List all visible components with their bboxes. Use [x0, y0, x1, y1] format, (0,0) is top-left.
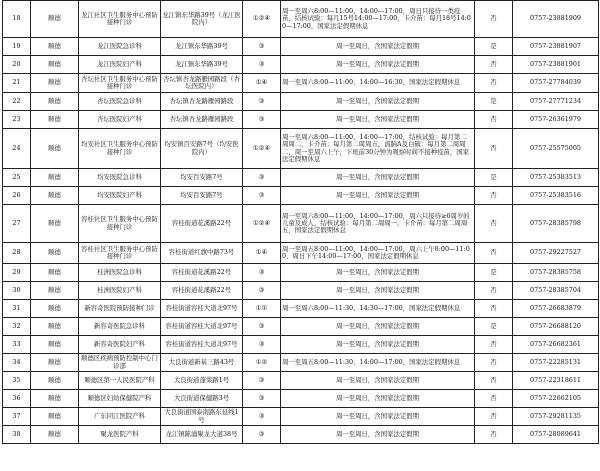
district-cell: 顺德: [31, 169, 79, 187]
phone-cell: 0757-22285131: [513, 354, 599, 372]
address-cell: 容桂街道花溪路22号: [161, 264, 243, 282]
district-cell: 顺德: [31, 56, 79, 74]
row-number: 38: [3, 426, 31, 444]
address-cell: 容桂街道红旗中路73号: [161, 243, 243, 264]
row-number: 18: [3, 1, 31, 38]
service-code-cell: ①②: [243, 354, 281, 372]
flag-cell: 否: [475, 129, 513, 169]
address-cell: 均安镇百安路7号（均安医院内）: [161, 129, 243, 169]
row-number: 35: [3, 372, 31, 390]
service-code-cell: ③: [243, 390, 281, 408]
flag-cell: 否: [475, 390, 513, 408]
schedule-cell: 周一至周日，含国家法定假期: [281, 390, 475, 408]
district-cell: 顺德: [31, 129, 79, 169]
address-cell: 容桂街道容桂大道北97号: [161, 300, 243, 318]
district-cell: 顺德: [31, 93, 79, 111]
address-cell: 容桂街道花溪路22号: [161, 205, 243, 243]
phone-cell: 0757-26361979: [513, 111, 599, 129]
row-number: 24: [3, 129, 31, 169]
service-code-cell: ③: [243, 426, 281, 444]
row-number: 26: [3, 187, 31, 205]
row-number: 31: [3, 300, 31, 318]
schedule-cell: 周一至周日，含国家法定假期: [281, 282, 475, 300]
row-number: 25: [3, 169, 31, 187]
phone-cell: 0757-28385758: [513, 264, 599, 282]
service-code-cell: ①④: [243, 74, 281, 93]
row-number: 29: [3, 264, 31, 282]
service-code-cell: ①②④: [243, 205, 281, 243]
schedule-cell: 周一至周日，含国家法定假期: [281, 426, 475, 444]
address-cell: 杏坛镇杏龙路雁园路段: [161, 111, 243, 129]
phone-cell: 0757-25383516: [513, 187, 599, 205]
service-code-cell: ③: [243, 336, 281, 354]
service-code-cell: ③: [243, 38, 281, 56]
clinic-name-cell: 容桂社区卫生服务中心预防接种门诊: [79, 205, 161, 243]
service-code-cell: ③: [243, 56, 281, 74]
table-row: [3, 408, 599, 426]
district-cell: 顺德: [31, 354, 79, 372]
clinic-name-cell: 广东同江医院产科: [79, 408, 161, 426]
phone-cell: 0757-28089641: [513, 426, 599, 444]
flag-cell: 否: [475, 282, 513, 300]
row-number: 37: [3, 408, 31, 426]
schedule-cell: 周一至周日，含国家法定假期: [281, 408, 475, 426]
table-row: [3, 318, 599, 336]
table-row: [3, 354, 599, 372]
address-cell: 均安百安路7号: [161, 187, 243, 205]
district-cell: 顺德: [31, 372, 79, 390]
district-cell: 顺德: [31, 282, 79, 300]
district-cell: 顺德: [31, 408, 79, 426]
phone-cell: 0757-28385704: [513, 282, 599, 300]
clinic-name-cell: 顺德区疾病预防控制中心门诊部: [79, 354, 161, 372]
service-code-cell: ③: [243, 111, 281, 129]
district-cell: 顺德: [31, 264, 79, 282]
service-code-cell: ①①: [243, 300, 281, 318]
service-code-cell: ③: [243, 264, 281, 282]
flag-cell: 否: [475, 336, 513, 354]
table-row: [3, 390, 599, 408]
table-row: [3, 282, 599, 300]
district-cell: 顺德: [31, 111, 79, 129]
clinic-name-cell: 均安社区卫生服务中心预防接种门诊: [79, 129, 161, 169]
phone-cell: 0757-28385798: [513, 205, 599, 243]
schedule-cell: 周一至周五8:00—11:30、14:00—17:00，国家法定假期休息: [281, 354, 475, 372]
flag-cell: 否: [475, 74, 513, 93]
flag-cell: 否: [475, 205, 513, 243]
address-cell: 容桂街道容桂大道北97号: [161, 318, 243, 336]
phone-cell: 0757-22662105: [513, 390, 599, 408]
phone-cell: 0757-27771234: [513, 93, 599, 111]
schedule-cell: 周一至周日，含国家法定假期: [281, 372, 475, 390]
flag-cell: 否: [475, 426, 513, 444]
table-row: [3, 426, 599, 444]
flag-cell: 否: [475, 56, 513, 74]
phone-cell: 0757-22318611: [513, 372, 599, 390]
schedule-cell: 周一至周六8:00—11:30、14:30—17:00，国家法定假期休息: [281, 300, 475, 318]
table-row: [3, 187, 599, 205]
district-cell: 顺德: [31, 38, 79, 56]
district-cell: 顺德: [31, 187, 79, 205]
flag-cell: 否: [475, 243, 513, 264]
table-body: [3, 1, 599, 444]
row-number: 28: [3, 243, 31, 264]
row-number: 20: [3, 56, 31, 74]
phone-cell: 0757-29227527: [513, 243, 599, 264]
phone-cell: 0757-25383513: [513, 169, 599, 187]
clinic-name-cell: 龙江社区卫生服务中心预防接种门诊: [79, 1, 161, 38]
schedule-cell: 周一至周日，含国家法定假期: [281, 38, 475, 56]
district-cell: 顺德: [31, 205, 79, 243]
clinic-name-cell: 龙江医院急诊科: [79, 38, 161, 56]
schedule-cell: 周一至周日，含国家法定假期: [281, 318, 475, 336]
clinic-name-cell: 顺德区妇幼保健院产科: [79, 390, 161, 408]
clinic-name-cell: 龙江医院妇产科: [79, 56, 161, 74]
service-code-cell: ①②④: [243, 129, 281, 169]
service-code-cell: ①②④: [243, 1, 281, 38]
schedule-cell: 周一至周日，含国家法定假期: [281, 264, 475, 282]
table-row: [3, 129, 599, 169]
address-cell: 容桂街道花溪路22号: [161, 282, 243, 300]
address-cell: 大良街道国泰南路东延线1号: [161, 408, 243, 426]
flag-cell: 是: [475, 169, 513, 187]
schedule-cell: 周一至周日，含国家法定假期: [281, 169, 475, 187]
clinic-name-cell: 杏坛医院急诊科: [79, 93, 161, 111]
district-cell: 顺德: [31, 1, 79, 38]
table-row: [3, 56, 599, 74]
address-cell: 杏坛镇杏龙路雁园路段（杏坛医院内）: [161, 74, 243, 93]
address-cell: 杏坛镇杏龙路雁园路段: [161, 93, 243, 111]
district-cell: 顺德: [31, 243, 79, 264]
address-cell: 龙江镇东华路39号（龙江医院内）: [161, 1, 243, 38]
district-cell: 顺德: [31, 336, 79, 354]
table-row: [3, 336, 599, 354]
row-number: 32: [3, 318, 31, 336]
row-number: 34: [3, 354, 31, 372]
address-cell: 大良街道新基三路43号: [161, 354, 243, 372]
schedule-cell: 周一至周日，含国家法定假期: [281, 187, 475, 205]
schedule-cell: 周一至周五8:00—11:00、14:00—17:00，周六上午8:00—11:00，周日下午14:00—17:00，国家法定假期休息: [281, 243, 475, 264]
flag-cell: 否: [475, 187, 513, 205]
clinic-name-cell: 杏坛医院妇产科: [79, 111, 161, 129]
flag-cell: 否: [475, 1, 513, 38]
service-code-cell: ①④: [243, 243, 281, 264]
flag-cell: 否: [475, 372, 513, 390]
schedule-cell: 周一至周日，含国家法定假期: [281, 56, 475, 74]
service-code-cell: ③: [243, 318, 281, 336]
clinic-name-cell: 顺德区第一人民医院产科: [79, 372, 161, 390]
clinic-name-cell: 桂洲医院急诊科: [79, 264, 161, 282]
schedule-cell: 周一至周六8:00—11:00、14:00—17:00，结核试验：每月第二周周二，卡介苗：每月第二周周五，流脑A及白破：每月第二周周二，周一至周六上午，下班前30分钟为观察时间不接种疫苗，国家法定假期休息: [281, 129, 475, 169]
flag-cell: 否: [475, 300, 513, 318]
phone-cell: 0757-25575005: [513, 129, 599, 169]
row-number: 21: [3, 74, 31, 93]
schedule-cell: 周一至周六8:00—11:00、14:00—17:00，周六只接待≥6周岁的儿童及成人，结核试验：每月第二周周一，卡介苗：每月第二周周五，国家法定假期休息: [281, 205, 475, 243]
table-row: [3, 264, 599, 282]
flag-cell: 是: [475, 318, 513, 336]
table-row: [3, 93, 599, 111]
service-code-cell: ③: [243, 408, 281, 426]
phone-cell: 0757-29281135: [513, 408, 599, 426]
district-cell: 顺德: [31, 318, 79, 336]
address-cell: 龙江镇陈涌聚龙大道38号: [161, 426, 243, 444]
district-cell: 顺德: [31, 390, 79, 408]
clinic-name-cell: 聚龙医院产科: [79, 426, 161, 444]
service-code-cell: ③: [243, 372, 281, 390]
service-code-cell: ③: [243, 169, 281, 187]
service-code-cell: ③: [243, 93, 281, 111]
table-row: [3, 111, 599, 129]
row-number: 22: [3, 93, 31, 111]
phone-cell: 0757-26682361: [513, 336, 599, 354]
address-cell: 均安百安路7号: [161, 169, 243, 187]
schedule-cell: 周一至周日，含国家法定假期: [281, 111, 475, 129]
row-number: 30: [3, 282, 31, 300]
phone-cell: 0757-23881907: [513, 38, 599, 56]
service-code-cell: ③: [243, 282, 281, 300]
row-number: 27: [3, 205, 31, 243]
table-row: [3, 169, 599, 187]
clinic-name-cell: 均安医院妇产科: [79, 187, 161, 205]
clinic-name-cell: 均安医院急诊科: [79, 169, 161, 187]
table-row: [3, 300, 599, 318]
table-row: [3, 205, 599, 243]
table-row: [3, 1, 599, 38]
schedule-cell: 周一至周日，含国家法定假期: [281, 336, 475, 354]
district-cell: 顺德: [31, 300, 79, 318]
address-cell: 龙江镇东华路39号: [161, 56, 243, 74]
phone-cell: 0757-23881901: [513, 56, 599, 74]
flag-cell: 否: [475, 354, 513, 372]
phone-cell: 0757-23881909: [513, 1, 599, 38]
schedule-cell: 周一至周六8:00—11:00、14:00—17:00，周日只接待一类疫苗，结核试验：每月15号14:00—17:00，卡介苗：每月18号14:00—17:00，国家法定假期休息: [281, 1, 475, 38]
flag-cell: 否: [475, 408, 513, 426]
schedule-cell: 周一至周日，含国家法定假期: [281, 93, 475, 111]
flag-cell: 是: [475, 93, 513, 111]
address-cell: 大良街道蓬莱路1号: [161, 372, 243, 390]
clinic-name-cell: 杏坛社区卫生服务中心预防接种门诊: [79, 74, 161, 93]
clinic-name-cell: 新容奇医院妇产科: [79, 336, 161, 354]
flag-cell: 是: [475, 264, 513, 282]
row-number: 36: [3, 390, 31, 408]
clinic-name-cell: 容桂社区卫生服务中心预防接种门诊: [79, 243, 161, 264]
phone-cell: 0757-26683879: [513, 300, 599, 318]
clinic-table: [2, 0, 599, 444]
phone-cell: 0757-27784039: [513, 74, 599, 93]
service-code-cell: ③: [243, 187, 281, 205]
table-row: [3, 74, 599, 93]
phone-cell: 0757-26688120: [513, 318, 599, 336]
address-cell: 龙江镇东华路39号: [161, 38, 243, 56]
table-row: [3, 372, 599, 390]
row-number: 23: [3, 111, 31, 129]
district-cell: 顺德: [31, 426, 79, 444]
schedule-cell: 周一至周六8:00—11:00、14:00—16:30，国家法定假期休息: [281, 74, 475, 93]
flag-cell: 否: [475, 111, 513, 129]
row-number: 19: [3, 38, 31, 56]
row-number: 33: [3, 336, 31, 354]
flag-cell: 是: [475, 38, 513, 56]
clinic-name-cell: 新容奇医院急诊科: [79, 318, 161, 336]
table-row: [3, 243, 599, 264]
address-cell: 大良街道保健路3号: [161, 390, 243, 408]
clinic-name-cell: 新容奇医院预防接种门诊: [79, 300, 161, 318]
clinic-name-cell: 桂洲医院妇产科: [79, 282, 161, 300]
address-cell: 容桂街道容桂大道北97号: [161, 336, 243, 354]
table-row: [3, 38, 599, 56]
district-cell: 顺德: [31, 74, 79, 93]
